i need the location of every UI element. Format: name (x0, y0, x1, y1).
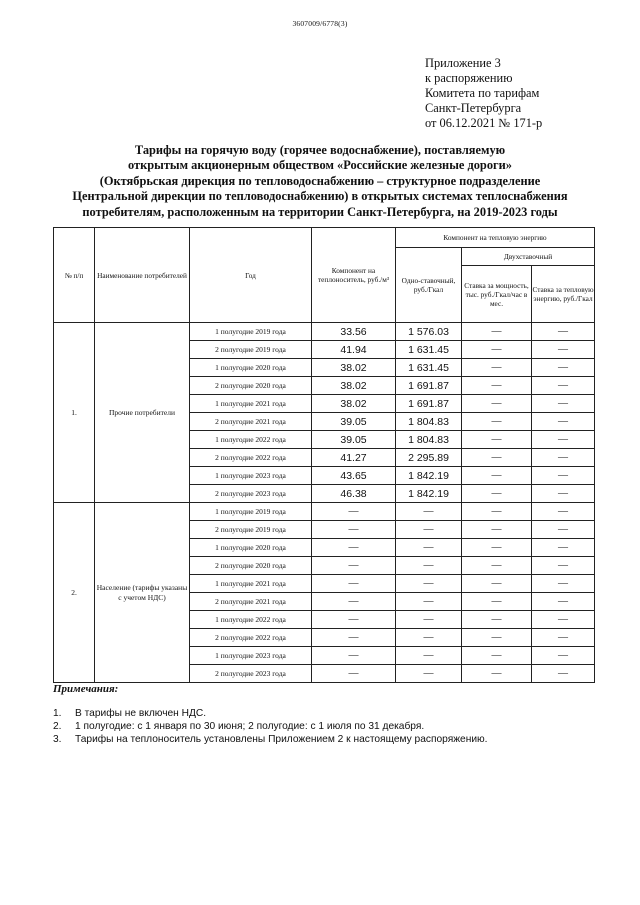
header-capacity: Ставка за мощность, тыс. руб./Гкал/час в мес. (462, 266, 532, 323)
period-cell: 1 полугодие 2023 года (190, 467, 312, 485)
period-cell: 1 полугодие 2020 года (190, 359, 312, 377)
note-text: Тарифы на теплоноситель установлены Приложением 2 к настоящему распоряжению. (75, 734, 488, 745)
header-carrier: Компонент на теплоноситель, руб./м³ (312, 228, 396, 323)
note-number: 1. (53, 708, 62, 719)
header-single: Одно-ставочный, руб./Гкал (396, 248, 462, 323)
note-item (53, 707, 488, 720)
carrier-cell: — (312, 593, 396, 611)
capacity-cell: — (462, 395, 532, 413)
energy-rate-cell: — (532, 629, 595, 647)
document-number: 3607009/6778(3) (292, 19, 348, 28)
header-year: Год (190, 228, 312, 323)
carrier-cell: 39.05 (312, 413, 396, 431)
table-row (54, 503, 595, 521)
period-cell: 1 полугодие 2021 года (190, 395, 312, 413)
title-line: Центральной дирекции по тепловодоснабжению) в открытых системах теплоснабжения (72, 189, 568, 204)
capacity-cell: — (462, 431, 532, 449)
note-number: 2. (53, 721, 62, 732)
title-line: открытым акционерным обществом «Российские железные дороги» (128, 158, 512, 173)
group-number: 2. (54, 503, 95, 683)
energy-rate-cell: — (532, 665, 595, 683)
capacity-cell: — (462, 611, 532, 629)
carrier-cell: 33.56 (312, 323, 396, 341)
capacity-cell: — (462, 467, 532, 485)
single-rate-cell: — (396, 593, 462, 611)
capacity-cell: — (462, 647, 532, 665)
energy-rate-cell: — (532, 485, 595, 503)
energy-rate-cell: — (532, 611, 595, 629)
single-rate-cell: 1 842.19 (396, 485, 462, 503)
carrier-cell: 46.38 (312, 485, 396, 503)
consumer-name: Население (тарифы указаны с учетом НДС) (95, 503, 190, 683)
single-rate-cell: 1 576.03 (396, 323, 462, 341)
period-cell: 2 полугодие 2022 года (190, 629, 312, 647)
capacity-cell: — (462, 665, 532, 683)
note-text: В тарифы не включен НДС. (75, 708, 207, 719)
period-cell: 2 полугодие 2023 года (190, 485, 312, 503)
appendix-line: Приложение 3 (425, 56, 501, 70)
carrier-cell: — (312, 647, 396, 665)
capacity-cell: — (462, 341, 532, 359)
title-line: Тарифы на горячую воду (горячее водоснабжение), поставляемую (134, 143, 506, 157)
carrier-cell: — (312, 611, 396, 629)
capacity-cell: — (462, 449, 532, 467)
energy-rate-cell: — (532, 521, 595, 539)
single-rate-cell: — (396, 629, 462, 647)
capacity-cell: — (462, 377, 532, 395)
single-rate-cell: — (396, 665, 462, 683)
single-rate-cell: — (396, 611, 462, 629)
note-item (53, 720, 488, 733)
appendix-line: от 06.12.2021 № 171-р (425, 116, 543, 130)
table-row (54, 323, 595, 341)
single-rate-cell: 1 631.45 (396, 359, 462, 377)
energy-rate-cell: — (532, 557, 595, 575)
period-cell: 2 полугодие 2021 года (190, 593, 312, 611)
carrier-cell: — (312, 665, 396, 683)
carrier-cell: — (312, 629, 396, 647)
capacity-cell: — (462, 593, 532, 611)
capacity-cell: — (462, 359, 532, 377)
carrier-cell: 39.05 (312, 431, 396, 449)
appendix-block (425, 56, 542, 131)
capacity-cell: — (462, 557, 532, 575)
title-line: (Октябрьская дирекция по тепловодоснабжению – структурное подразделение (99, 173, 541, 188)
period-cell: 1 полугодие 2023 года (190, 647, 312, 665)
energy-rate-cell: — (532, 341, 595, 359)
note-text: 1 полугодие: с 1 января по 30 июня; 2 полугодие: с 1 июля по 31 декабря. (75, 721, 425, 732)
note-item (53, 733, 488, 746)
energy-rate-cell: — (532, 377, 595, 395)
capacity-cell: — (462, 539, 532, 557)
period-cell: 1 полугодие 2022 года (190, 431, 312, 449)
carrier-cell: 41.27 (312, 449, 396, 467)
document-title (40, 143, 600, 220)
group-number: 1. (54, 323, 95, 503)
single-rate-cell: 2 295.89 (396, 449, 462, 467)
single-rate-cell: — (396, 503, 462, 521)
capacity-cell: — (462, 503, 532, 521)
carrier-cell: 43.65 (312, 467, 396, 485)
appendix-line: Санкт-Петербурга (425, 101, 522, 115)
carrier-cell: — (312, 521, 396, 539)
period-cell: 2 полугодие 2020 года (190, 557, 312, 575)
single-rate-cell: — (396, 557, 462, 575)
single-rate-cell: 1 804.83 (396, 413, 462, 431)
period-cell: 2 полугодие 2021 года (190, 413, 312, 431)
carrier-cell: — (312, 539, 396, 557)
capacity-cell: — (462, 629, 532, 647)
capacity-cell: — (462, 485, 532, 503)
single-rate-cell: — (396, 539, 462, 557)
capacity-cell: — (462, 413, 532, 431)
carrier-cell: — (312, 503, 396, 521)
energy-rate-cell: — (532, 593, 595, 611)
single-rate-cell: 1 691.87 (396, 395, 462, 413)
capacity-cell: — (462, 575, 532, 593)
note-number: 3. (53, 734, 62, 745)
period-cell: 2 полугодие 2019 года (190, 341, 312, 359)
period-cell: 1 полугодие 2021 года (190, 575, 312, 593)
single-rate-cell: 1 804.83 (396, 431, 462, 449)
energy-rate-cell: — (532, 323, 595, 341)
energy-rate-cell: — (532, 647, 595, 665)
energy-rate-cell: — (532, 449, 595, 467)
period-cell: 2 полугодие 2020 года (190, 377, 312, 395)
header-energy-rate: Ставка за тепловую энергию, руб./Гкал (532, 266, 595, 323)
carrier-cell: — (312, 557, 396, 575)
carrier-cell: 38.02 (312, 359, 396, 377)
table-body (54, 323, 595, 683)
header-two-part: Двухставочный (462, 248, 595, 266)
energy-rate-cell: — (532, 539, 595, 557)
single-rate-cell: — (396, 647, 462, 665)
header-energy: Компонент на тепловую энергию (396, 228, 595, 248)
notes-title: Примечания: (53, 683, 119, 695)
single-rate-cell: 1 691.87 (396, 377, 462, 395)
period-cell: 1 полугодие 2019 года (190, 323, 312, 341)
notes-list (53, 707, 488, 746)
carrier-cell: — (312, 575, 396, 593)
carrier-cell: 38.02 (312, 395, 396, 413)
carrier-cell: 38.02 (312, 377, 396, 395)
single-rate-cell: — (396, 575, 462, 593)
period-cell: 1 полугодие 2022 года (190, 611, 312, 629)
single-rate-cell: — (396, 521, 462, 539)
period-cell: 1 полугодие 2020 года (190, 539, 312, 557)
period-cell: 2 полугодие 2022 года (190, 449, 312, 467)
single-rate-cell: 1 631.45 (396, 341, 462, 359)
energy-rate-cell: — (532, 359, 595, 377)
energy-rate-cell: — (532, 431, 595, 449)
carrier-cell: 41.94 (312, 341, 396, 359)
single-rate-cell: 1 842.19 (396, 467, 462, 485)
period-cell: 2 полугодие 2023 года (190, 665, 312, 683)
energy-rate-cell: — (532, 395, 595, 413)
energy-rate-cell: — (532, 503, 595, 521)
tariffs-table (53, 227, 595, 683)
energy-rate-cell: — (532, 467, 595, 485)
consumer-name: Прочие потребители (95, 323, 190, 503)
energy-rate-cell: — (532, 575, 595, 593)
energy-rate-cell: — (532, 413, 595, 431)
appendix-line: Комитета по тарифам (425, 86, 540, 100)
capacity-cell: — (462, 521, 532, 539)
title-line: потребителям, расположенным на территории Санкт-Петербурга, на 2019-2023 годы (82, 204, 558, 219)
capacity-cell: — (462, 323, 532, 341)
period-cell: 2 полугодие 2019 года (190, 521, 312, 539)
header-num: № п/п (54, 228, 95, 323)
header-consumers: Наименование потребителей (95, 228, 190, 323)
period-cell: 1 полугодие 2019 года (190, 503, 312, 521)
appendix-line: к распоряжению (425, 71, 513, 85)
